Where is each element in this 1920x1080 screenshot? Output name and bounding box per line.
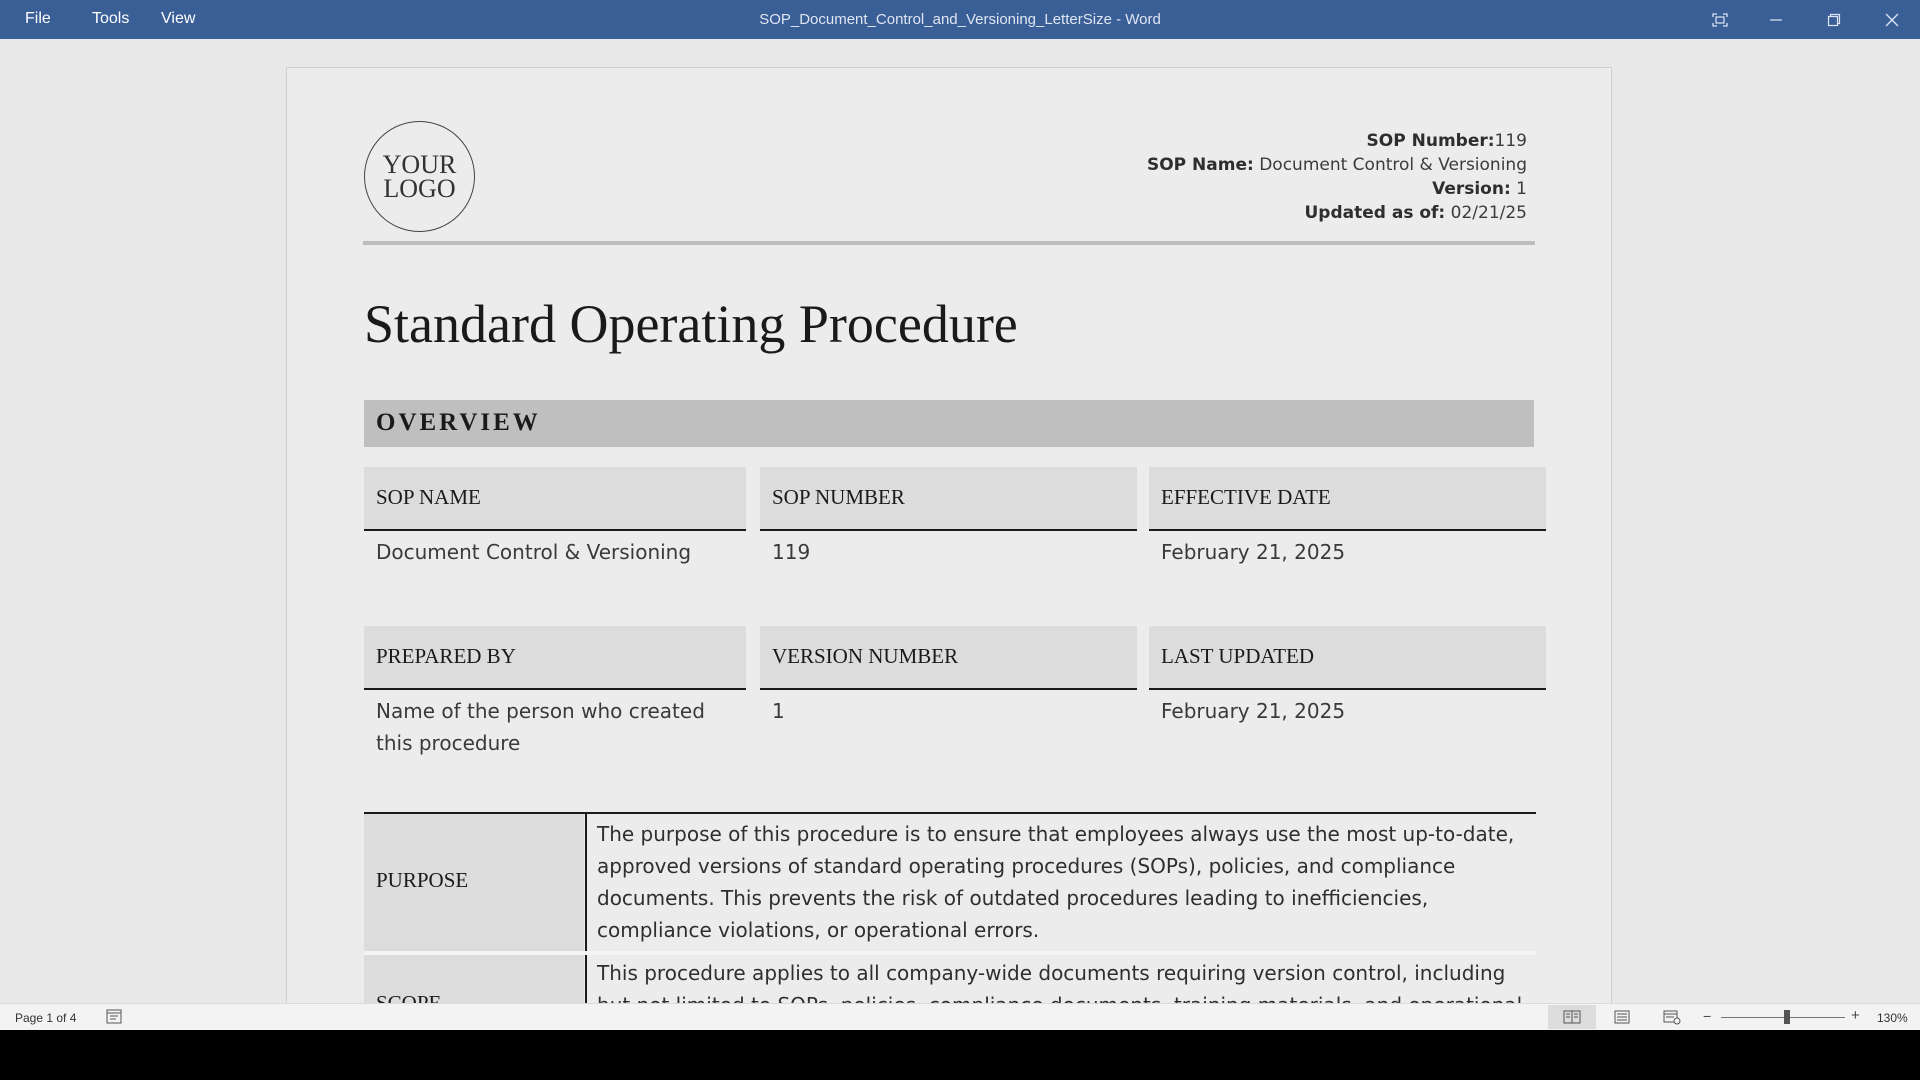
title-bar xyxy=(0,0,1920,39)
meta-version xyxy=(1147,177,1527,201)
minimize-button[interactable] xyxy=(1752,0,1800,39)
meta-sop-number xyxy=(1147,129,1527,153)
document-page[interactable] xyxy=(286,67,1612,1067)
menu-tools[interactable]: Tools xyxy=(92,10,130,27)
value-sop-number: 119 xyxy=(772,540,811,564)
menu-file[interactable]: File xyxy=(25,10,51,27)
overview-heading-bar xyxy=(364,400,1534,447)
zoom-out-button[interactable]: − xyxy=(1703,1008,1712,1024)
web-layout-button[interactable] xyxy=(1648,1005,1696,1029)
meta-version-value: 1 xyxy=(1510,179,1527,199)
meta-sop-name xyxy=(1147,153,1527,177)
focus-icon xyxy=(1712,13,1728,27)
restore-button[interactable] xyxy=(1810,0,1858,39)
read-mode-icon xyxy=(1563,1010,1581,1024)
value-effective-date: February 21, 2025 xyxy=(1161,540,1346,564)
minimize-icon xyxy=(1769,13,1783,27)
zoom-in-button[interactable]: + xyxy=(1851,1007,1860,1024)
scope-text: This procedure applies to all company-wide documents requiring version control, including xyxy=(597,961,1506,985)
zoom-slider-thumb[interactable] xyxy=(1784,1010,1790,1024)
menu-view[interactable]: View xyxy=(161,10,196,27)
header-last-updated xyxy=(1149,626,1546,690)
meta-updated-value: 02/21/25 xyxy=(1445,203,1527,223)
meta-sop-name-label: SOP Name: xyxy=(1146,155,1254,175)
window-title: SOP_Document_Control_and_Versioning_LetterSize - Word xyxy=(759,11,1161,28)
close-icon xyxy=(1885,13,1899,27)
meta-version-label: Version: xyxy=(1432,179,1511,199)
page-count[interactable]: Page 1 of 4 xyxy=(15,1011,77,1025)
print-layout-icon xyxy=(1614,1010,1630,1024)
purpose-text: The purpose of this procedure is to ensure that employees always use the most up-to-date, approved versions of standard operating procedures (SOPs), policies, and compliance documents. This prevents the risk of outdated procedures leading to inefficiencies, compliance violations, or operational errors. xyxy=(597,822,1515,942)
purpose-label: PURPOSE xyxy=(376,868,469,892)
focus-mode-button[interactable] xyxy=(1696,0,1744,39)
logo-text-line2: LOGO xyxy=(383,173,456,203)
sop-meta-block xyxy=(1147,129,1527,225)
value-prepared-by: Name of the person who created this procedure xyxy=(376,699,705,755)
document-title: Standard Operating Procedure xyxy=(364,294,1018,354)
value-last-updated: February 21, 2025 xyxy=(1161,699,1346,723)
purpose-label-cell xyxy=(364,814,584,951)
zoom-slider-track[interactable] xyxy=(1721,1017,1845,1018)
document-workspace[interactable] xyxy=(0,39,1920,1003)
close-button[interactable] xyxy=(1868,0,1916,39)
read-mode-button[interactable] xyxy=(1548,1005,1596,1029)
meta-sop-number-label: SOP Number: xyxy=(1366,131,1495,151)
header-effective-date-label: EFFECTIVE DATE xyxy=(1161,485,1331,509)
header-sop-number-label: SOP NUMBER xyxy=(772,485,905,509)
header-divider xyxy=(363,241,1535,245)
header-version-number xyxy=(760,626,1137,690)
header-sop-name-label: SOP NAME xyxy=(376,485,481,509)
screen-bottom-area xyxy=(0,1030,1920,1080)
value-sop-name: Document Control & Versioning xyxy=(376,540,692,564)
meta-updated-label: Updated as of: xyxy=(1304,203,1446,223)
purpose-divider xyxy=(585,814,587,951)
value-version-number: 1 xyxy=(772,699,785,723)
restore-icon xyxy=(1827,13,1841,27)
status-bar xyxy=(0,1003,1920,1030)
header-sop-number xyxy=(760,467,1137,531)
zoom-level[interactable]: 130% xyxy=(1877,1011,1908,1025)
logo-text-line1: YOUR xyxy=(382,149,457,179)
overview-heading: OVERVIEW xyxy=(376,409,541,436)
meta-sop-number-value: 119 xyxy=(1494,131,1527,151)
header-prepared-by xyxy=(364,626,746,690)
header-version-number-label: VERSION NUMBER xyxy=(772,644,959,668)
header-prepared-by-label: PREPARED BY xyxy=(376,644,516,668)
header-sop-name xyxy=(364,467,746,531)
print-layout-button[interactable] xyxy=(1598,1005,1646,1029)
logo-placeholder xyxy=(364,121,475,232)
meta-updated xyxy=(1147,201,1527,225)
web-layout-icon xyxy=(1663,1010,1681,1024)
header-last-updated-label: LAST UPDATED xyxy=(1161,644,1315,668)
header-effective-date xyxy=(1149,467,1546,531)
proofing-icon[interactable] xyxy=(106,1009,122,1024)
meta-sop-name-value: Document Control & Versioning xyxy=(1253,155,1527,175)
